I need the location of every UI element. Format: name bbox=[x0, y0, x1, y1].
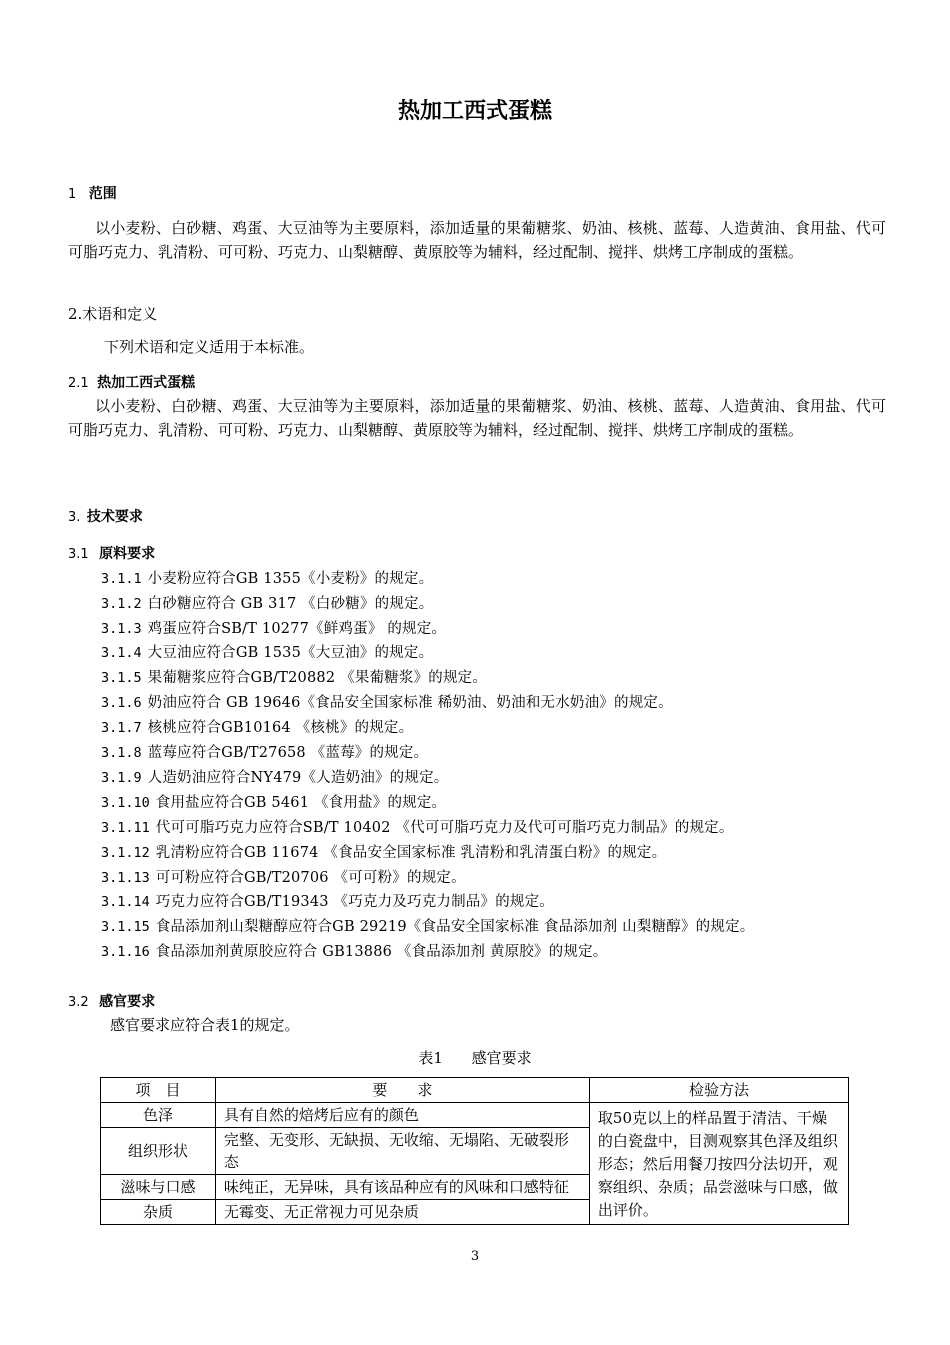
requirement-item bbox=[101, 816, 734, 837]
requirement-item bbox=[101, 592, 433, 613]
table-cell-item: 杂质 bbox=[101, 1200, 216, 1225]
requirement-item bbox=[101, 866, 466, 887]
requirement-text: 果葡糖浆应符合GB/T20882 《果葡糖浆》的规定。 bbox=[147, 670, 488, 686]
table-caption-title: 感官要求 bbox=[471, 1049, 532, 1067]
requirement-item bbox=[101, 617, 446, 638]
section-3-title: 技术要求 bbox=[86, 509, 143, 525]
requirement-number: 3.1.15 bbox=[101, 919, 150, 935]
requirement-item bbox=[101, 940, 607, 961]
section-3-2-title: 感官要求 bbox=[99, 994, 156, 1010]
requirement-item bbox=[101, 791, 446, 812]
requirement-number: 3.1.12 bbox=[101, 845, 150, 861]
table-caption-label: 表1 bbox=[418, 1049, 443, 1067]
section-2-1-title: 热加工西式蛋糕 bbox=[97, 375, 196, 391]
section-3-1-title: 原料要求 bbox=[99, 546, 156, 562]
requirement-text: 乳清粉应符合GB 11674 《食品安全国家标准 乳清粉和乳清蛋白粉》的规定。 bbox=[155, 845, 667, 861]
section-2-heading: 2.术语和定义 bbox=[68, 305, 158, 323]
requirement-text: 食品添加剂黄原胶应符合 GB13886 《食品添加剂 黄原胶》的规定。 bbox=[155, 944, 608, 960]
page-number: 3 bbox=[470, 1249, 480, 1264]
requirement-item bbox=[101, 567, 433, 588]
table-header-cell: 要 求 bbox=[215, 1078, 589, 1103]
requirement-text: 人造奶油应符合NY479《人造奶油》的规定。 bbox=[147, 770, 449, 786]
table-cell-item: 色泽 bbox=[101, 1103, 216, 1128]
table-cell-requirement: 具有自然的焙烤后应有的颜色 bbox=[215, 1103, 589, 1128]
requirement-text: 蓝莓应符合GB/T27658 《蓝莓》的规定。 bbox=[147, 745, 429, 761]
requirement-item bbox=[101, 666, 487, 687]
requirement-number: 3.1.2 bbox=[101, 596, 142, 612]
section-2-1-paragraph: 以小麦粉、白砂糖、鸡蛋、大豆油等为主要原料，添加适量的果葡糖浆、奶油、核桃、蓝莓、人造黄油、食用盐、代可可脂巧克力、乳清粉、可可粉、巧克力、山梨糖醇、黄原胶等为辅料，经过配制、搅拌、烘烤工序制成的蛋糕。 bbox=[68, 397, 886, 439]
section-3-heading bbox=[68, 506, 143, 526]
requirement-number: 3.1.1 bbox=[101, 571, 142, 587]
requirement-number: 3.1.16 bbox=[101, 944, 150, 960]
sensory-requirements-table bbox=[100, 1077, 849, 1225]
requirement-text: 小麦粉应符合GB 1355《小麦粉》的规定。 bbox=[147, 571, 434, 587]
section-1-title: 范围 bbox=[88, 186, 117, 202]
requirement-item bbox=[101, 890, 554, 911]
table-cell-item: 滋味与口感 bbox=[101, 1175, 216, 1200]
section-3-2-number: 3.2 bbox=[68, 995, 89, 1010]
requirement-item bbox=[101, 691, 673, 712]
requirement-number: 3.1.7 bbox=[101, 720, 142, 736]
requirement-item bbox=[101, 641, 433, 662]
requirement-number: 3.1.4 bbox=[101, 645, 142, 661]
requirement-item bbox=[101, 766, 448, 787]
table-cell-requirement: 味纯正，无异味，具有该品种应有的风味和口感特征 bbox=[215, 1175, 589, 1200]
document-title: 热加工西式蛋糕 bbox=[397, 99, 552, 124]
requirement-text: 可可粉应符合GB/T20706 《可可粉》的规定。 bbox=[155, 870, 466, 886]
requirement-text: 奶油应符合 GB 19646《食品安全国家标准 稀奶油、奶油和无水奶油》的规定。 bbox=[147, 695, 673, 711]
requirement-text: 白砂糖应符合 GB 317 《白砂糖》的规定。 bbox=[147, 596, 434, 612]
table-cell-item: 组织形状 bbox=[101, 1128, 216, 1175]
requirement-number: 3.1.3 bbox=[101, 621, 142, 637]
table-header-cell: 检验方法 bbox=[589, 1078, 848, 1103]
table-cell-method: 取50克以上的样品置于清洁、干燥的白瓷盘中，目测观察其色泽及组织形态；然后用餐刀按四分法切开，观察组织、杂质；品尝滋味与口感，做出评价。 bbox=[589, 1103, 848, 1225]
requirement-number: 3.1.9 bbox=[101, 770, 142, 786]
requirement-number: 3.1.5 bbox=[101, 670, 142, 686]
requirement-text: 代可可脂巧克力应符合SB/T 10402 《代可可脂巧克力及代可可脂巧克力制品》的规定。 bbox=[155, 820, 734, 836]
requirement-text: 大豆油应符合GB 1535《大豆油》的规定。 bbox=[147, 645, 434, 661]
section-3-2-heading bbox=[68, 991, 155, 1011]
section-1-number: 1 bbox=[68, 187, 77, 202]
requirement-number: 3.1.10 bbox=[101, 795, 150, 811]
table-cell-requirement: 完整、无变形、无缺损、无收缩、无塌陷、无破裂形态 bbox=[215, 1128, 589, 1175]
requirement-item bbox=[101, 716, 413, 737]
table-row bbox=[101, 1103, 849, 1128]
requirement-item bbox=[101, 915, 754, 936]
section-2-intro: 下列术语和定义适用于本标准。 bbox=[104, 338, 315, 356]
requirement-number: 3.1.11 bbox=[101, 820, 150, 836]
requirement-item bbox=[101, 841, 666, 862]
section-2-1-heading bbox=[68, 372, 195, 392]
table-header-row bbox=[101, 1078, 849, 1103]
section-3-2-intro: 感官要求应符合表1的规定。 bbox=[110, 1016, 300, 1034]
table-header-cell: 项 目 bbox=[101, 1078, 216, 1103]
requirement-number: 3.1.8 bbox=[101, 745, 142, 761]
table-cell-requirement: 无霉变、无正常视力可见杂质 bbox=[215, 1200, 589, 1225]
requirement-text: 食品添加剂山梨糖醇应符合GB 29219《食品安全国家标准 食品添加剂 山梨糖醇》的规定。 bbox=[155, 919, 755, 935]
section-1-heading bbox=[68, 183, 117, 203]
requirement-number: 3.1.6 bbox=[101, 695, 142, 711]
requirement-text: 巧克力应符合GB/T19343 《巧克力及巧克力制品》的规定。 bbox=[155, 894, 555, 910]
requirement-item bbox=[101, 741, 428, 762]
requirement-text: 食用盐应符合GB 5461 《食用盐》的规定。 bbox=[155, 795, 447, 811]
section-2-1-number: 2.1 bbox=[68, 376, 89, 391]
section-3-1-heading bbox=[68, 543, 155, 563]
requirement-number: 3.1.13 bbox=[101, 870, 150, 886]
section-3-1-number: 3.1 bbox=[68, 547, 89, 562]
requirement-text: 鸡蛋应符合SB/T 10277《鲜鸡蛋》 的规定。 bbox=[147, 621, 447, 637]
requirement-text: 核桃应符合GB10164 《核桃》的规定。 bbox=[147, 720, 414, 736]
section-3-number: 3. bbox=[68, 510, 81, 525]
section-1-paragraph: 以小麦粉、白砂糖、鸡蛋、大豆油等为主要原料，添加适量的果葡糖浆、奶油、核桃、蓝莓、人造黄油、食用盐、代可可脂巧克力、乳清粉、可可粉、巧克力、山梨糖醇、黄原胶等为辅料，经过配制、搅拌、烘烤工序制成的蛋糕。 bbox=[68, 219, 886, 261]
table-caption bbox=[0, 1047, 950, 1068]
requirement-number: 3.1.14 bbox=[101, 894, 150, 910]
